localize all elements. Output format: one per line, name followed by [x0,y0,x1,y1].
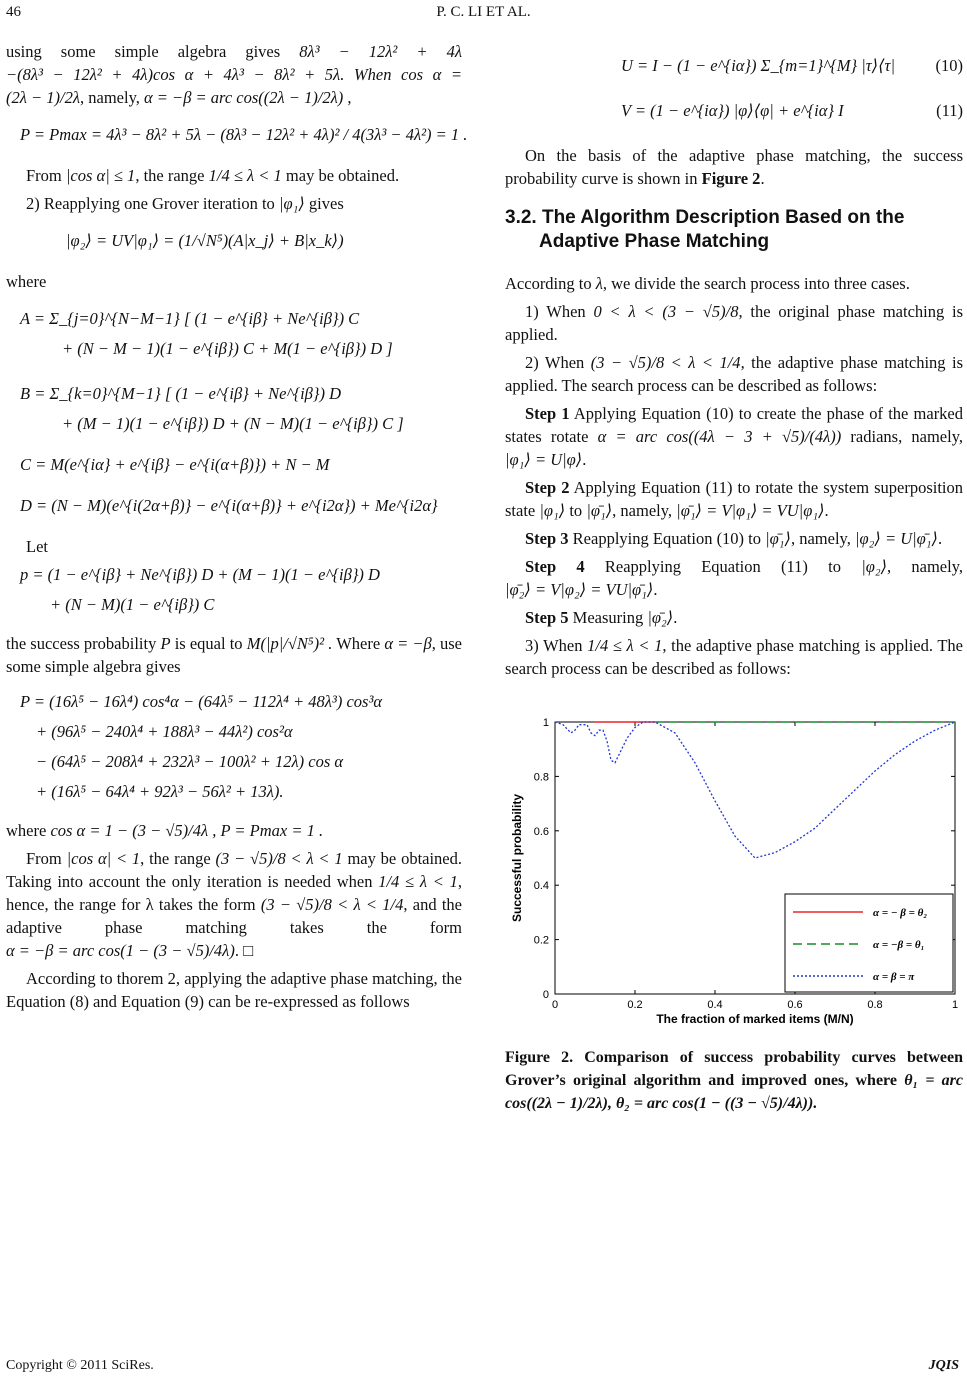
figure-2-link[interactable]: Figure 2 [701,169,761,188]
paragraph-from-1: From |cos α| ≤ 1, the range 1/4 ≤ λ < 1 may be obtained. [26,166,400,185]
paragraph-success-prob: the success probability P is equal to M(|p|/√N⁵)² . Where α = −β, use some simple algebra gives [6,634,463,676]
footer-copyright: Copyright © 2011 SciRes. [6,1358,154,1373]
y-tick-label: 0.8 [533,771,549,784]
x-tick-label: 0.2 [627,999,643,1011]
paragraph-from-2: From |cos α| < 1, the range (3 − √5)/8 < λ < 1 may be obtained. Taking into account the only iteration is needed when 1/4 ≤ λ < 1, hence, the range for λ takes the form (3 − √5)/8 < λ < 1/4, and the adaptive phase matching takes the form α = −β = arc cos(1 − (3 − √5)/4λ). □ [6,849,463,960]
equation-pmax: P = Pmax = 4λ³ − 8λ² + 5λ − (8λ³ − 12λ² + 4λ)² / 4(3λ³ − 4λ²) = 1 . [20,125,468,144]
x-tick-label: 0.6 [787,999,803,1011]
paragraph-step-5: Step 5 Measuring |φ̄₂⟩. [525,608,678,627]
equation-phi2: |φ₂⟩ = UV|φ₁⟩ = (1/√N⁵)(A|x_j⟩ + B|x_k⟩) [66,231,344,250]
x-tick-label: 0.8 [867,999,883,1011]
y-tick-label: 0.2 [533,934,549,947]
equation-A-line2: + (N − M − 1)(1 − e^{iβ}) C + M(1 − e^{iβ}) D ] [62,339,393,358]
y-tick-label: 1 [542,717,549,729]
equation-p-line1: p = (1 − e^{iβ} + Ne^{iβ}) D + (M − 1)(1 − e^{iβ}) D [20,565,380,584]
footer-journal: JQIS [928,1358,959,1373]
right-column [505,40,963,1115]
paragraph-case-1: 1) When 0 < λ < (3 − √5)/8, the original phase matching is applied. [505,302,964,344]
paragraph-let: Let [26,537,48,556]
legend-label-1: α = − β = θ₂ [873,907,928,919]
paragraph-step-4: Step 4 Reapplying Equation (11) to |φ₂⟩, namely, |φ̄₂⟩ = V|φ₂⟩ = VU|φ̄₁⟩. [505,557,964,599]
legend-label-3: α = β = π [873,971,915,983]
y-tick-label: 0.4 [533,880,549,893]
paragraph-reapply: 2) Reapplying one Grover iteration to |φ₁⟩ gives [26,194,344,213]
x-axis-label: The fraction of marked items (M/N) [656,1012,854,1026]
y-axis-label: Successful probability [510,793,524,923]
equation-P-line2: + (96λ⁵ − 240λ⁴ + 188λ³ − 44λ²) cos²α [36,722,293,741]
paragraph-step-2: Step 2 Applying Equation (11) to rotate the system superposition state |φ₁⟩ to |φ̄₁⟩, namely, |φ̄₁⟩ = V|φ₁⟩ = VU|φ₁⟩. [505,478,963,520]
paragraph-step-3: Step 3 Reapplying Equation (10) to |φ̄₁⟩, namely, |φ₂⟩ = U|φ̄₁⟩. [525,529,943,548]
x-tick-label: 0 [551,999,559,1011]
x-tick-label: 1 [951,999,959,1011]
equation-P-line1: P = (16λ⁵ − 16λ⁴) cos⁴α − (64λ⁵ − 112λ⁴ + 48λ³) cos³α [20,692,383,711]
equation-10-body: U = I − (1 − e^{iα}) Σ_{m=1}^{M} |τ⟩⟨τ| [621,56,895,75]
x-tick-label: 0.4 [707,999,723,1011]
paragraph-final: According to thorem 2, applying the adaptive phase matching, the Equation (8) and Equation (9) can be re-expressed as follows [6,969,462,1011]
paragraph-where: where [6,272,47,291]
paragraph-step-1: Step 1 Applying Equation (10) to create the phase of the marked states rotate α = arc cos((4λ − 3 + √5)/(4λ)) radians, namely, |φ₁⟩ = U|φ⟩. [505,404,964,469]
legend-label-2: α = −β = θ₁ [873,939,925,951]
left-column [6,40,468,1018]
equation-P-line3: − (64λ⁵ − 208λ⁴ + 232λ³ − 100λ² + 12λ) cos α [36,752,344,771]
equation-11-number: (11) [936,101,963,120]
equation-B-line2: + (M − 1)(1 − e^{iβ}) D + (N − M)(1 − e^{iβ}) C ] [62,414,404,433]
figure-caption: Figure 2. Comparison of success probability curves between Grover’s original algorithm and improved ones, where θ₁ = arc cos((2λ − 1)/2λ), θ₂ = arc cos(1 − ((3 − √5)/4λ)). [505,1049,963,1112]
running-title: P. C. LI ET AL. [436,4,531,20]
success-probability-chart [505,704,963,1034]
equation-A-line1: A = Σ_{j=0}^{N−M−1} [ (1 − e^{iβ} + Ne^{iβ}) C [20,309,360,328]
equation-10-number: (10) [935,56,963,75]
section-heading: 3.2. The Algorithm Description Based on the Adaptive Phase Matching [505,207,905,252]
equation-P-line4: + (16λ⁵ − 64λ⁴ + 92λ³ − 56λ² + 13λ). [36,782,284,801]
page-number: 46 [6,4,21,20]
paragraph-where-cos: where cos α = 1 − (3 − √5)/4λ , P = Pmax = 1 . [6,821,324,840]
equation-11 [511,99,963,122]
paragraph-case-2: 2) When (3 − √5)/8 < λ < 1/4, the adaptive phase matching is applied. The search process can be described as follows: [505,353,964,395]
y-tick-label: 0 [542,989,549,1001]
equation-D: D = (N − M)(e^{i(2α+β)} − e^{i(α+β)} + e^{i2α}) + Me^{i2α} [20,496,438,515]
equation-p-line2: + (N − M)(1 − e^{iβ}) C [50,595,215,614]
equation-B-line1: B = Σ_{k=0}^{M−1} [ (1 − e^{iβ} + Ne^{iβ}) D [20,384,342,403]
equation-C: C = M(e^{iα} + e^{iβ} − e^{i(α+β)}) + N − M [20,455,330,474]
paragraph-according: According to λ, we divide the search process into three cases. [505,274,910,293]
paragraph-basis: On the basis of the adaptive phase matching, the success probability curve is shown in Figure 2. [505,146,963,188]
legend-box [785,894,953,992]
paragraph-case-3: 3) When 1/4 ≤ λ < 1, the adaptive phase matching is applied. The search process can be described as follows: [505,636,963,678]
equation-11-body: V = (1 − e^{iα}) |φ⟩⟨φ| + e^{iα} I [621,101,844,120]
paragraph-intro: using some simple algebra gives 8λ³ − 12λ² + 4λ −(8λ³ − 12λ² + 4λ)cos α + 4λ³ − 8λ² + 5λ. When cos α = (2λ − 1)/2λ, namely, α = −β = arc cos((2λ − 1)/2λ) , [6,42,462,107]
equation-10 [511,54,963,77]
y-tick-label: 0.6 [533,825,549,838]
figure-2 [505,704,963,1034]
